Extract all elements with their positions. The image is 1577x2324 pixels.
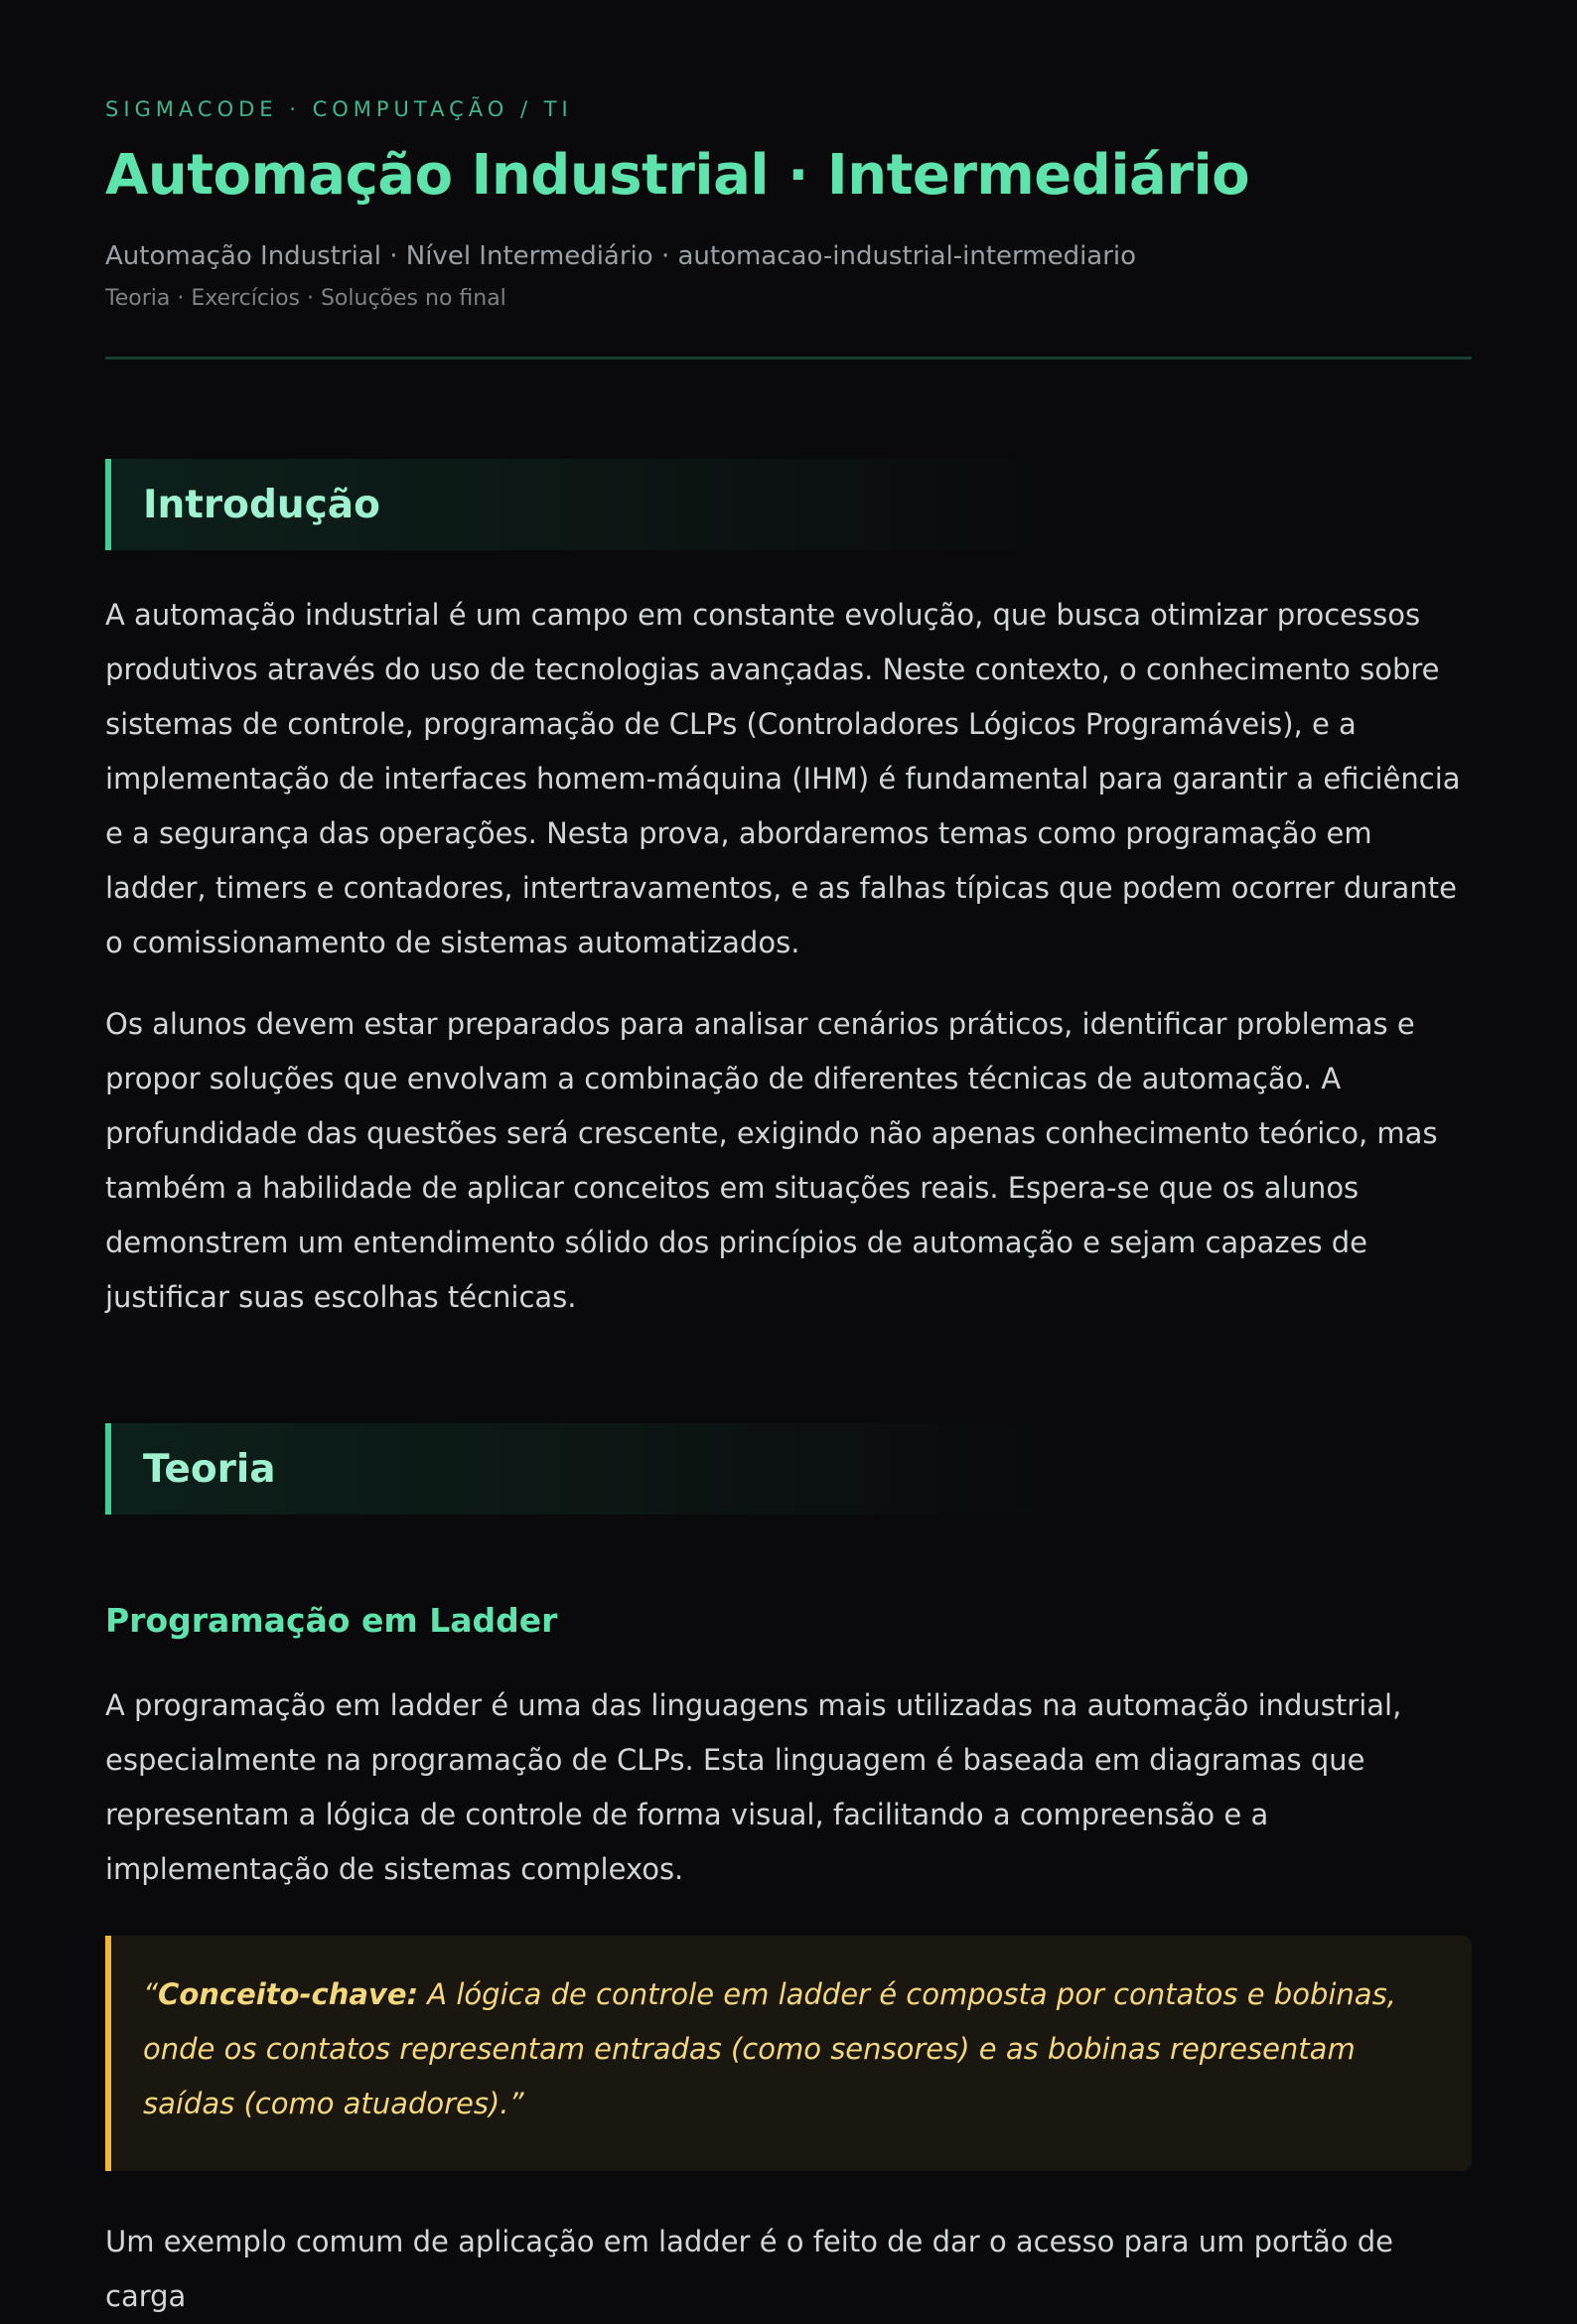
key-concept-callout xyxy=(105,1936,1472,2171)
section-header-teoria xyxy=(105,1423,1472,1515)
intro-paragraph-2: Os alunos devem estar preparados para analisar cenários práticos, identificar problemas e propor soluções que envolvam a combinação de diferentes técnicas de automação. A profundidade das questões será crescente, exigindo não apenas conhecimento teórico, mas também a habilidade de aplicar conceitos em situações reais. Espera-se que os alunos demonstrem um entendimento sólido dos princípios de automação e sejam capazes de justificar suas escolhas técnicas. xyxy=(105,1007,1438,1314)
header-divider xyxy=(105,357,1472,360)
page-subtitle: Automação Industrial · Nível Intermediário · automacao-industrial-intermediario xyxy=(105,241,1137,271)
callout-text xyxy=(143,1967,1432,2131)
page-title: Automação Industrial · Intermediário xyxy=(105,143,1250,208)
callout-close-quote: ” xyxy=(508,2087,524,2120)
section-title-teoria: Teoria xyxy=(143,1446,276,1492)
truncated-paragraph xyxy=(105,2211,1472,2313)
callout-body: A lógica de controle em ladder é composta por contatos e bobinas, onde os contatos representam entradas (como sensores) e as bobinas representam saídas (como atuadores). xyxy=(143,1977,1396,2120)
subsection-title-ladder: Programação em Ladder xyxy=(105,1601,558,1640)
theory-paragraph-ladder: A programação em ladder é uma das linguagens mais utilizadas na automação industrial, especialmente na programação de CLPs. Esta linguagem é baseada em diagramas que representam a lógica de controle de forma visual, facilitando a compreensão e a implementação de sistemas complexos. xyxy=(105,1688,1402,1886)
truncated-paragraph-text: Um exemplo comum de aplicação em ladder é o feito de dar o acesso para um portão de carga xyxy=(105,2225,1393,2313)
callout-label: Conceito-chave: xyxy=(158,1977,419,2011)
intro-paragraph-1: A automação industrial é um campo em constante evolução, que busca otimizar processos produtivos através do uso de tecnologias avançadas. Neste contexto, o conhecimento sobre sistemas de controle, programação de CLPs (Controladores Lógicos Programáveis), e a implementação de interfaces homem-máquina (IHM) é fundamental para garantir a eficiência e a segurança das operações. Nesta prova, abordaremos temas como programação em ladder, timers e contadores, intertravamentos, e as falhas típicas que podem ocorrer durante o comissionamento de sistemas automatizados. xyxy=(105,598,1461,959)
section-title-introducao: Introdução xyxy=(143,482,380,527)
page-meta: Teoria · Exercícios · Soluções no final xyxy=(105,286,506,311)
section-header-introducao xyxy=(105,459,1472,550)
breadcrumb: SIGMACODE · COMPUTAÇÃO / TI xyxy=(105,97,573,121)
callout-open-quote: “ xyxy=(143,1977,159,2011)
